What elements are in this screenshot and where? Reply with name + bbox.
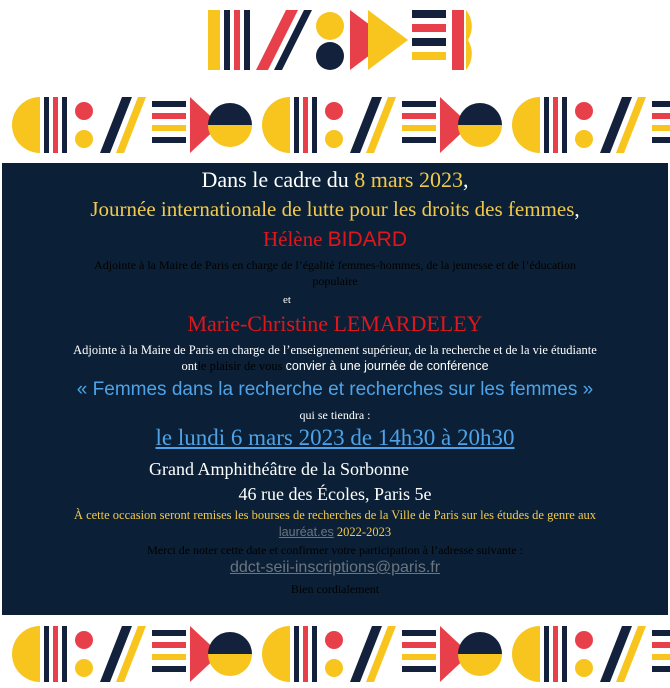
invitation-panel	[2, 163, 668, 615]
venue-address: 46 rue des Écoles, Paris 5e	[238, 484, 432, 504]
venue-name: Grand Amphithéâtre de la Sorbonne	[149, 459, 409, 479]
event-title-suffix: ,	[574, 197, 580, 221]
closing-text: Bien cordialement	[290, 582, 380, 596]
held-text: qui se tiendra :	[299, 408, 371, 422]
decorative-pattern-top	[0, 6, 670, 74]
awards-line2	[2, 525, 668, 540]
host2-name: Marie-Christine LEMARDELEY	[187, 311, 483, 336]
email-link[interactable]: ddct-seii-inscriptions@paris.fr	[229, 559, 441, 576]
date-time: le lundi 6 mars 2023 de 14h30 à 20h30	[155, 425, 515, 450]
invite-convier: convier à une journée de conférence	[285, 359, 489, 373]
host1-role-line1: Adjointe à la Maire de Paris en charge de l’égalité femmes-hommes, de la jeunesse et de l’éducation	[94, 258, 576, 272]
host2-role: Adjointe à la Maire de Paris en charge de l’enseignement supérieur, de la recherche et de la vie étudiante	[73, 343, 597, 357]
host1-last-name: BIDARD	[327, 228, 408, 251]
pattern-graphic	[0, 624, 670, 684]
decorative-pattern-bottom	[0, 624, 670, 684]
intro-line	[2, 167, 668, 193]
pattern-graphic	[0, 94, 670, 156]
invite-pleasure: le plaisir de vous	[197, 359, 283, 373]
intro-prefix: Dans le cadre du	[201, 167, 355, 192]
awards-year: 2022-2023	[333, 525, 392, 539]
host1-name-line	[2, 227, 668, 252]
event-title: Journée internationale de lutte pour les droits des femmes	[90, 197, 575, 221]
rsvp-text: Merci de noter cette date et confirmer votre participation à l’adresse suivante :	[147, 543, 523, 557]
awards-line1: À cette occasion seront remises les bourses de recherches de la Ville de Paris sur les études de genre aux	[73, 508, 597, 522]
intro-date: 8 mars 2023	[354, 167, 463, 192]
intro-suffix: ,	[462, 167, 469, 192]
pattern-graphic	[0, 6, 670, 74]
invite-ont: ont	[181, 359, 198, 373]
decorative-pattern-wide	[0, 94, 670, 156]
host1-role-line2: populaire	[312, 274, 358, 288]
invite-line	[2, 359, 668, 374]
host1-first-name: Hélène	[262, 227, 323, 251]
laureates-link[interactable]: lauréat.es	[278, 525, 334, 539]
connector-text: et	[283, 294, 291, 306]
event-title-line	[2, 197, 668, 222]
conference-title: « Femmes dans la recherche et recherches sur les femmes »	[76, 379, 594, 400]
